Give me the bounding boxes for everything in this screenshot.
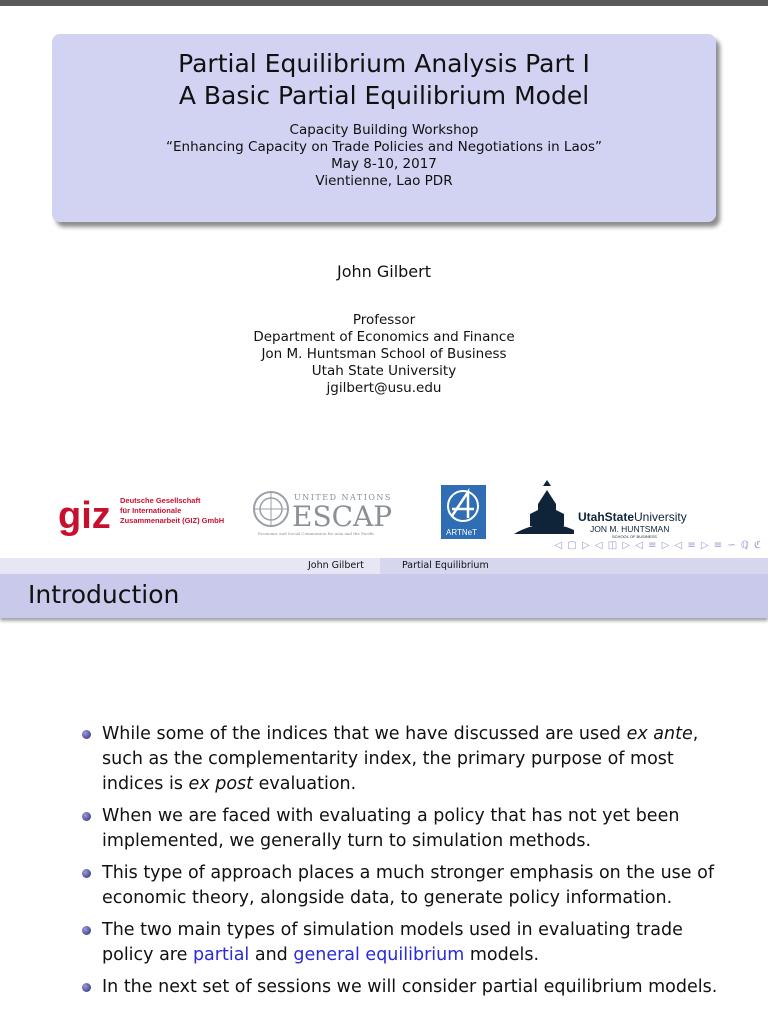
giz-mark: giz — [58, 495, 111, 537]
escap-tagline: Economic and Social Commission for Asia and the Pacific — [258, 531, 375, 536]
affiliation-title: Professor — [352, 312, 416, 328]
general-equilibrium-link[interactable]: general equilibrium — [293, 945, 465, 965]
bullet-icon — [82, 730, 91, 739]
giz-text-3: Zusammenarbeit (GIZ) GmbH — [120, 516, 225, 525]
escap-logo — [254, 492, 392, 536]
partner-logos — [0, 476, 768, 546]
ex-ante-term: ex ante — [626, 724, 693, 744]
giz-logo — [58, 495, 224, 537]
usu-building-icon — [514, 480, 574, 534]
bullet-icon — [82, 926, 91, 935]
ex-post-term: ex post — [188, 774, 254, 794]
beamer-nav-symbols[interactable]: ◁ ▢ ▷ ◁ ◫ ▷ ◁ ≡ ▷ ◁ ≡ ▷ ≡ ∽ ℚ ℭ — [554, 540, 762, 551]
affiliation-department: Department of Economics and Finance — [253, 329, 515, 345]
giz-text-2: für Internationale — [120, 506, 182, 515]
footer-short-title: Partial Equilibrium — [402, 560, 489, 571]
subtitle-location: Vientienne, Lao PDR — [315, 173, 453, 189]
bullet-icon — [82, 983, 91, 992]
list-item: This type of approach places a much stronger emphasis on the use of economic theory, alongside data, to generate policy information. — [80, 861, 730, 911]
usu-name-bold: UtahState — [578, 510, 635, 524]
affiliation-university: Utah State University — [311, 363, 457, 379]
usu-logo — [514, 480, 687, 539]
title-slide — [0, 6, 768, 556]
author-name: John Gilbert — [336, 262, 431, 281]
list-item: While some of the indices that we have discussed are used ex ante, such as the complementarity index, the primary purpose of most indices is ex post evaluation. — [80, 722, 730, 797]
usu-school-sub: SCHOOL OF BUSINESS — [612, 534, 657, 539]
subtitle-date: May 8-10, 2017 — [331, 156, 437, 172]
title-box — [52, 34, 716, 222]
frame-title-bar — [0, 574, 768, 618]
partial-link[interactable]: partial — [192, 945, 250, 965]
artnet-text: ARTNeT — [446, 528, 477, 537]
un-text: UNITED NATIONS — [294, 493, 392, 502]
affiliation — [0, 312, 768, 397]
footer-author: John Gilbert — [308, 560, 364, 571]
title-line-1: Partial Equilibrium Analysis Part I — [178, 49, 590, 78]
giz-text-1: Deutsche Gesellschaft — [120, 496, 201, 505]
affiliation-email: jgilbert@usu.edu — [326, 380, 442, 396]
list-item: The two main types of simulation models used in evaluating trade policy are partial and general equilibrium models. — [80, 918, 730, 968]
list-item: When we are faced with evaluating a policy that has not yet been implemented, we generally turn to simulation methods. — [80, 804, 730, 854]
frame-title: Introduction — [28, 580, 180, 609]
bullet-icon — [82, 812, 91, 821]
svg-text:UtahStateUniversity — [578, 510, 687, 524]
bullet-icon — [82, 869, 91, 878]
escap-text: ESCAP — [292, 500, 393, 533]
list-item: In the next set of sessions we will consider partial equilibrium models. — [80, 975, 730, 1000]
title-line-2: A Basic Partial Equilibrium Model — [178, 81, 590, 110]
usu-school: JON M. HUNTSMAN — [590, 524, 670, 534]
footer-title-box — [380, 558, 768, 574]
subtitle-workshop: Capacity Building Workshop — [289, 122, 479, 138]
un-emblem-icon — [254, 492, 288, 526]
usu-name-regular: University — [634, 510, 687, 524]
footer-bar — [0, 558, 768, 574]
bullet-list — [80, 722, 730, 1007]
artnet-logo — [441, 485, 486, 539]
subtitle-theme: “Enhancing Capacity on Trade Policies and Negotiations in Laos” — [165, 139, 603, 155]
affiliation-school: Jon M. Huntsman School of Business — [261, 346, 507, 362]
